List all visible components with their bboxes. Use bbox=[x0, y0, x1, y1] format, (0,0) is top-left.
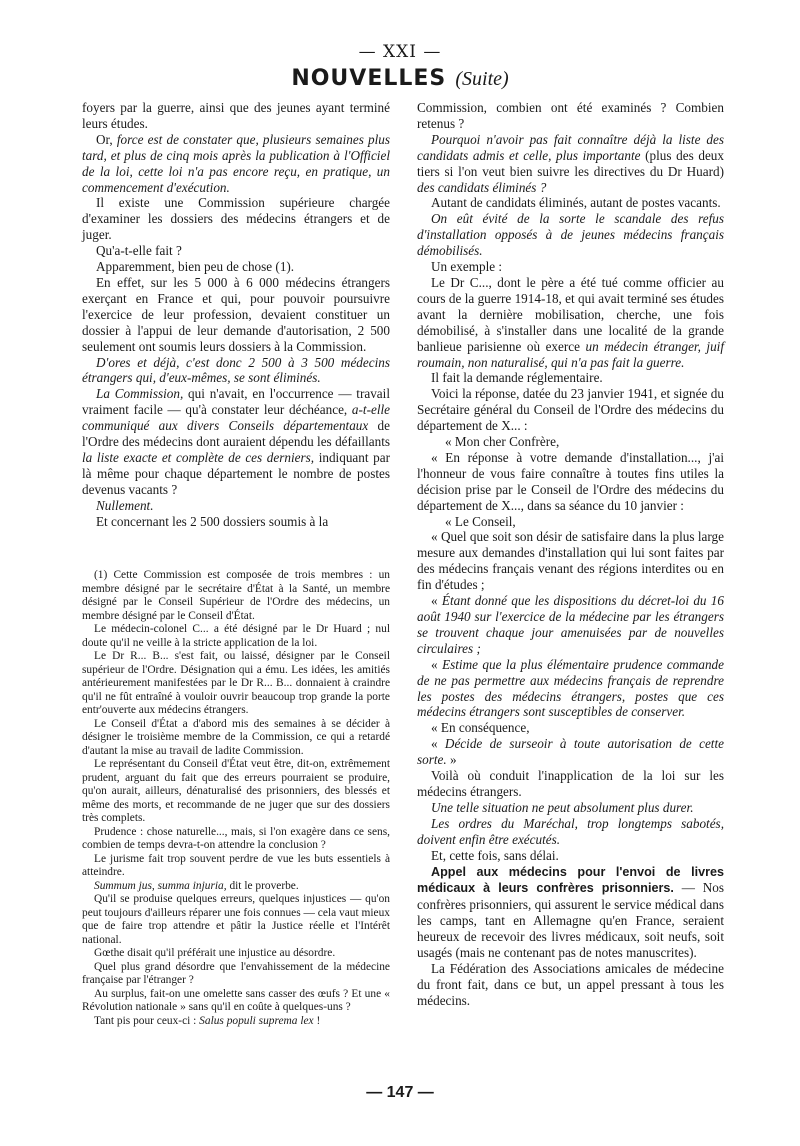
paragraph: « Mon cher Confrère, bbox=[445, 434, 560, 450]
footnotes bbox=[82, 569, 390, 1028]
paragraph: Un exemple : bbox=[431, 259, 503, 275]
paragraph: Les ordres du Maréchal, trop longtemps sabotés, doivent enfin être exécutés. bbox=[417, 815, 724, 847]
paragraph: Voici la réponse, datée du 23 janvier 1941, et signée du Secrétaire général du Conseil de l'Ordre des médecins du département de X... : bbox=[417, 386, 724, 434]
paragraph: D'ores et déjà, c'est donc 2 500 à 3 500 médecins étrangers qui, d'eux-mêmes, se sont éliminés. bbox=[82, 354, 390, 386]
footnote: Tant pis pour ceux-ci : Salus populi suprema lex ! bbox=[94, 1014, 321, 1027]
footnote: Le médecin-colonel C... a été désigné par le Dr Huard ; nul doute qu'il ne veille à la stricte application de la loi. bbox=[82, 623, 390, 649]
paragraph: Pourquoi n'avoir pas fait connaître déjà la liste des candidats admis et celle, plus importante (plus des deux tiers si l'on veut bien suivre les directives du Dr Huard) des candidats éliminés ? bbox=[417, 131, 724, 195]
paragraph: Le Dr C..., dont le père a été tué comme officier au cours de la guerre 1914-18, et qui avait terminé ses études avant la dernière mobilisation, cherche, une fois démobilisé, à s'installer dans une localité de la grande banlieue parisienne où exerce un médecin étranger, juif roumain, non naturalisé, qui n'a pas fait la guerre. bbox=[417, 274, 724, 370]
paragraph: « Estime que la plus élémentaire prudence commande de ne pas permettre aux médecins français de reprendre les postes des médecins étrangers, postes que ces médecins étrangers sont susceptibles de conserver. bbox=[417, 656, 724, 720]
footnote: Le Conseil d'État a d'abord mis des semaines à se décider à désigner le troisième membre de la Commission, ce qui a retardé d'autant la mise au travail de ladite Commission. bbox=[82, 717, 390, 757]
footnote: Quel plus grand désordre que l'envahissement de la médecine française par l'étranger ? bbox=[82, 960, 390, 987]
left-column-body bbox=[82, 100, 390, 529]
paragraph: Il fait la demande réglementaire. bbox=[431, 370, 603, 386]
footnote: Le jurisme fait trop souvent perdre de vue les buts essentiels à atteindre. bbox=[82, 852, 390, 879]
footnote: Le représentant du Conseil d'État veut être, dit-on, extrêmement prudent, arguant du fait que des erreurs pourraient se produire, qu'on aurait, ailleurs, dénaturalisé des prisonniers, des blessés et même des morts, et recommande de ne juger que sur des dossiers très complets. bbox=[82, 758, 390, 825]
page-number: — 147 — bbox=[366, 1084, 434, 1101]
footnote: Prudence : chose naturelle..., mais, si l'on exagère dans ce sens, combien de temps devra-t-on attendre la conclusion ? bbox=[82, 825, 390, 852]
paragraph: Commission, combien ont été examinés ? Combien retenus ? bbox=[417, 100, 724, 131]
section-title: NOUVELLES bbox=[291, 66, 447, 91]
paragraph: Or, force est de constater que, plusieurs semaines plus tard, et plus de cinq mois après la publication à l'Officiel de la loi, cette loi n'a pas encore reçu, en pratique, un commencement d'exécution. bbox=[82, 131, 390, 195]
paragraph: Autant de candidats éliminés, autant de postes vacants. bbox=[431, 195, 721, 211]
right-column bbox=[417, 100, 724, 1009]
paragraph: Qu'a-t-elle fait ? bbox=[96, 243, 182, 259]
paragraph: Appel aux médecins pour l'envoi de livres médicaux à leurs confrères prisonniers. — Nos confrères prisonniers, qui assurent le service médical dans les camps, tant en Allemagne qu'en France, seraient heureux de recevoir des livres médicaux, soit neufs, soit usagés (mais ne contenant pas de notes manuscrites). bbox=[417, 864, 724, 961]
paragraph: En effet, sur les 5 000 à 6 000 médecins étrangers exerçant en France et qui, pour pouvoir poursuivre l'exercice de leur profession, devaient constituer un dossier à l'appui de leur demande d'autorisation, 2 500 seulement ont soumis leurs dossiers à la Commission. bbox=[82, 274, 390, 354]
paragraph: Il existe une Commission supérieure chargée d'examiner les dossiers des médecins étrangers et de juger. bbox=[82, 195, 390, 243]
section-title-suffix: (Suite) bbox=[455, 68, 509, 90]
footnote: Summum jus, summa injuria, dit le proverbe. bbox=[94, 879, 299, 892]
paragraph: La Commission, qui n'avait, en l'occurrence — travail vraiment facile — qu'à constater leur déchéance, a-t-elle communiqué aux divers Conseils départementaux de l'Ordre des médecins dont auraient dépendu les défaillants la liste exacte et complète de ces derniers, indiquant par là même pour chaque département le nombre de postes devenus vacants ? bbox=[82, 386, 390, 497]
paragraph: Une telle situation ne peut absolument plus durer. bbox=[431, 799, 694, 815]
paragraph: « Décide de surseoir à toute autorisation de cette sorte. » bbox=[417, 736, 724, 768]
footnote: Au surplus, fait-on une omelette sans casser des œufs ? Et une « Révolution nationale » sans qu'il en coûte à quelques-uns ? bbox=[82, 987, 390, 1014]
section-header bbox=[0, 66, 800, 91]
footnote: Gœthe disait qu'il préférait une injustice au désordre. bbox=[94, 947, 336, 960]
paragraph: Voilà où conduit l'inapplication de la loi sur les médecins étrangers. bbox=[417, 768, 724, 799]
footnote: Le Dr R... B... s'est fait, ou laissé, désigner par le Conseil supérieur de l'Ordre. Désignation qui a ému. Les idées, les amitiés antérieurement manifestées par le Dr R... B... donnaient à craindre qu'il ne fût entraîné à vouloir ouvrir beaucoup trop grande la porte entr'ouverte aux médecins étrangers. bbox=[82, 650, 390, 717]
paragraph: foyers par la guerre, ainsi que des jeunes ayant terminé leurs études. bbox=[82, 100, 390, 131]
footnote: Qu'il se produise quelques erreurs, quelques injustices — qu'on peut toujours d'ailleurs réparer une fois connues — cela vaut mieux que de faire trop attendre et pâtir la Justice réelle et l'Intérêt national. bbox=[82, 893, 390, 946]
paragraph: « En réponse à votre demande d'installation..., j'ai l'honneur de vous faire connaître à toutes fins utiles la décision prise par le Conseil de l'Ordre des médecins du département de X..., dans sa séance du 10 janvier : bbox=[417, 449, 724, 513]
paragraph: « Étant donné que les dispositions du décret-loi du 16 août 1940 sur l'exercice de la médecine par les étrangers se trouvent chaque jour amenuisées par de nouvelles circulaires ; bbox=[417, 593, 724, 656]
paragraph: Nullement. bbox=[96, 497, 154, 513]
paragraph: Et, cette fois, sans délai. bbox=[431, 847, 559, 863]
paragraph: Apparemment, bien peu de chose (1). bbox=[96, 259, 295, 275]
paragraph: La Fédération des Associations amicales de médecine du front fait, dans ce but, un appel pressant à tous les médecins. bbox=[417, 960, 724, 1008]
left-column bbox=[82, 100, 390, 1028]
paragraph: Et concernant les 2 500 dossiers soumis à la bbox=[96, 513, 329, 529]
paragraph: « En conséquence, bbox=[431, 720, 530, 736]
footnote: (1) Cette Commission est composée de trois membres : un membre désigné par le secrétaire d'État à la Santé, un membre désigné par le Conseil Supérieur de l'Ordre des médecins, un membre désigné par le Conseil d'État. bbox=[82, 569, 390, 622]
paragraph: « Le Conseil, bbox=[445, 513, 516, 529]
roman-page-number: — XXI — bbox=[358, 42, 442, 62]
paragraph: « Quel que soit son désir de satisfaire dans la plus large mesure aux demandes d'installation qui lui sont faites par des médecins français venant des régions interdites ou en fin d'études ; bbox=[417, 529, 724, 593]
paragraph: On eût évité de la sorte le scandale des refus d'installation opposés à de jeunes médecins français démobilisés. bbox=[417, 211, 724, 259]
